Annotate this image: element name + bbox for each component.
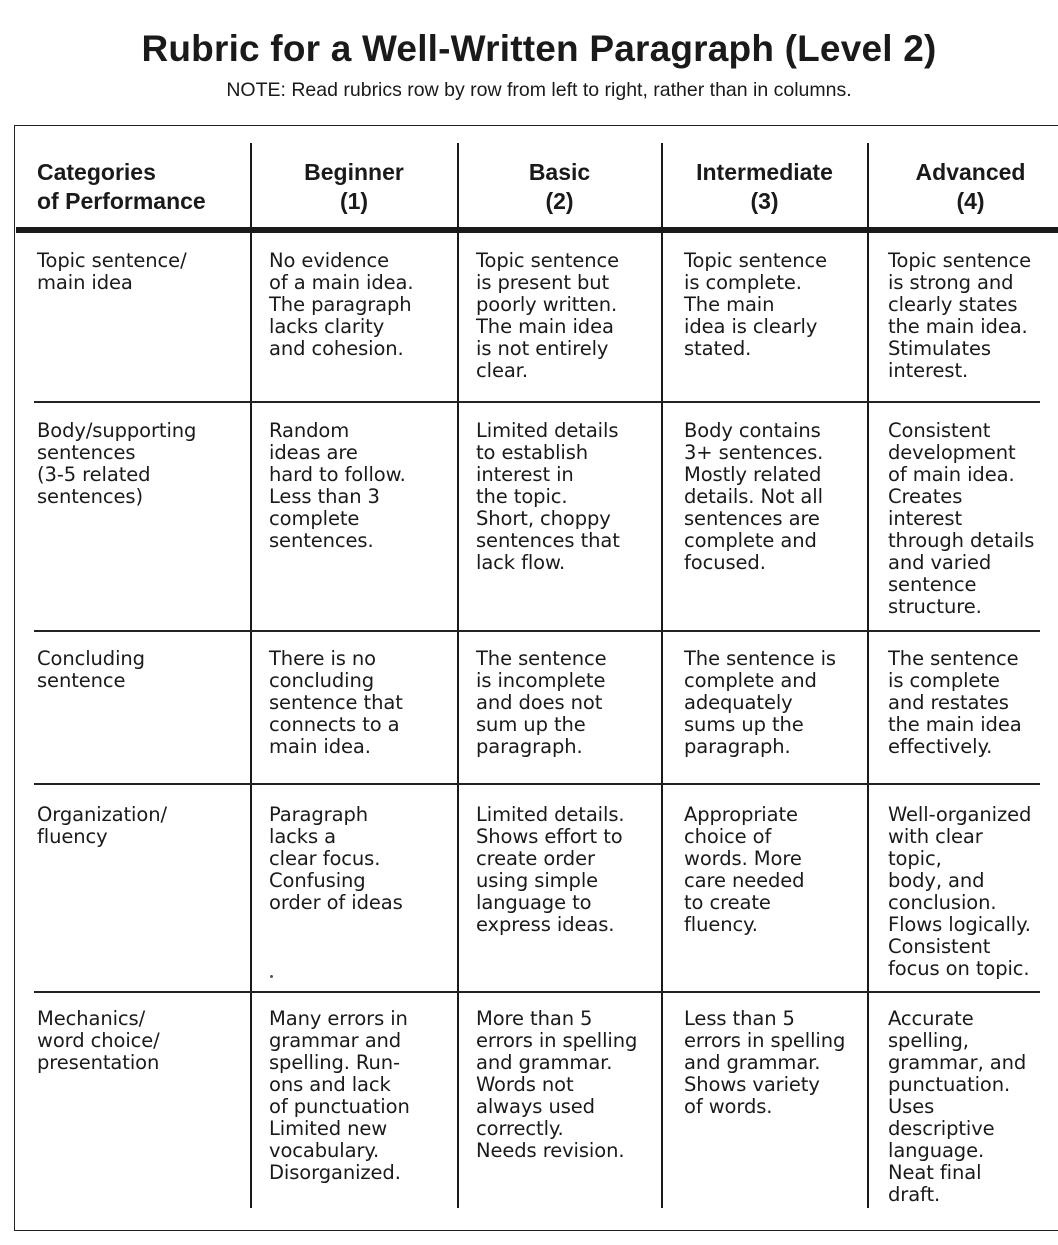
advanced-cell: Well-organized with clear topic, body, and conclusion. Flows logically. Consistent focus on topic. (888, 803, 1032, 980)
header-basic: Basic (2) (528, 159, 591, 214)
advanced-cell: The sentence is complete and restates the main idea effectively. (888, 647, 1022, 758)
category-cell: Organization/ fluency (37, 803, 167, 848)
intermediate-cell: Body contains 3+ sentences. Mostly related details. Not all sentences are complete and focused. (684, 419, 824, 574)
page-title: Rubric for a Well-Written Paragraph (Level 2) (141, 28, 937, 69)
beginner-cell: There is no concluding sentence that connects to a main idea. (269, 647, 403, 758)
intermediate-cell: Appropriate choice of words. More care needed to create fluency. (684, 803, 805, 936)
column-divider (867, 143, 869, 1208)
basic-cell: More than 5 errors in spelling and grammar. Words not always used correctly. Needs revision. (476, 1007, 638, 1162)
category-cell: Topic sentence/ main idea (37, 249, 187, 294)
basic-cell: Limited details. Shows effort to create order using simple language to express ideas. (476, 803, 625, 936)
column-divider (250, 143, 252, 1208)
basic-cell: The sentence is incomplete and does not sum up the paragraph. (476, 647, 607, 758)
header-intermediate: Intermediate (3) (696, 159, 833, 214)
beginner-cell: Paragraph lacks a clear focus. Confusing order of ideas (269, 803, 403, 914)
beginner-cell: Random ideas are hard to follow. Less than 3 complete sentences. (269, 419, 406, 552)
advanced-cell: Accurate spelling, grammar, and punctuation. Uses descriptive language. Neat final draft. (888, 1007, 1027, 1206)
row-divider (34, 630, 1040, 632)
header-advanced: Advanced (4) (915, 159, 1026, 214)
basic-cell: Topic sentence is present but poorly written. The main idea is not entirely clear. (476, 249, 620, 382)
reading-note: NOTE: Read rubrics row by row from left to right, rather than in columns. (226, 79, 852, 101)
stray-dot (270, 975, 273, 978)
row-divider (34, 401, 1040, 403)
row-divider (34, 991, 1040, 993)
category-cell: Mechanics/ word choice/ presentation (37, 1007, 160, 1074)
category-cell: Body/supporting sentences (3-5 related sentences) (37, 419, 197, 508)
row-divider (34, 783, 1040, 785)
advanced-cell: Consistent development of main idea. Creates interest through details and varied sentence structure. (888, 419, 1035, 618)
column-divider (661, 143, 663, 1208)
header-rule (16, 227, 1058, 233)
basic-cell: Limited details to establish interest in the topic. Short, choppy sentences that lack flow. (476, 419, 620, 574)
advanced-cell: Topic sentence is strong and clearly states the main idea. Stimulates interest. (888, 249, 1032, 382)
beginner-cell: Many errors in grammar and spelling. Run- ons and lack of punctuation Limited new vocabulary. Disorganized. (269, 1007, 410, 1184)
intermediate-cell: Less than 5 errors in spelling and grammar. Shows variety of words. (684, 1007, 846, 1118)
intermediate-cell: The sentence is complete and adequately sums up the paragraph. (684, 647, 836, 758)
column-divider (457, 143, 459, 1208)
header-beginner: Beginner (1) (304, 159, 404, 214)
header-categories: Categories of Performance (37, 159, 206, 214)
intermediate-cell: Topic sentence is complete. The main idea is clearly stated. (684, 249, 828, 360)
category-cell: Concluding sentence (37, 647, 145, 692)
beginner-cell: No evidence of a main idea. The paragraph lacks clarity and cohesion. (269, 249, 414, 360)
